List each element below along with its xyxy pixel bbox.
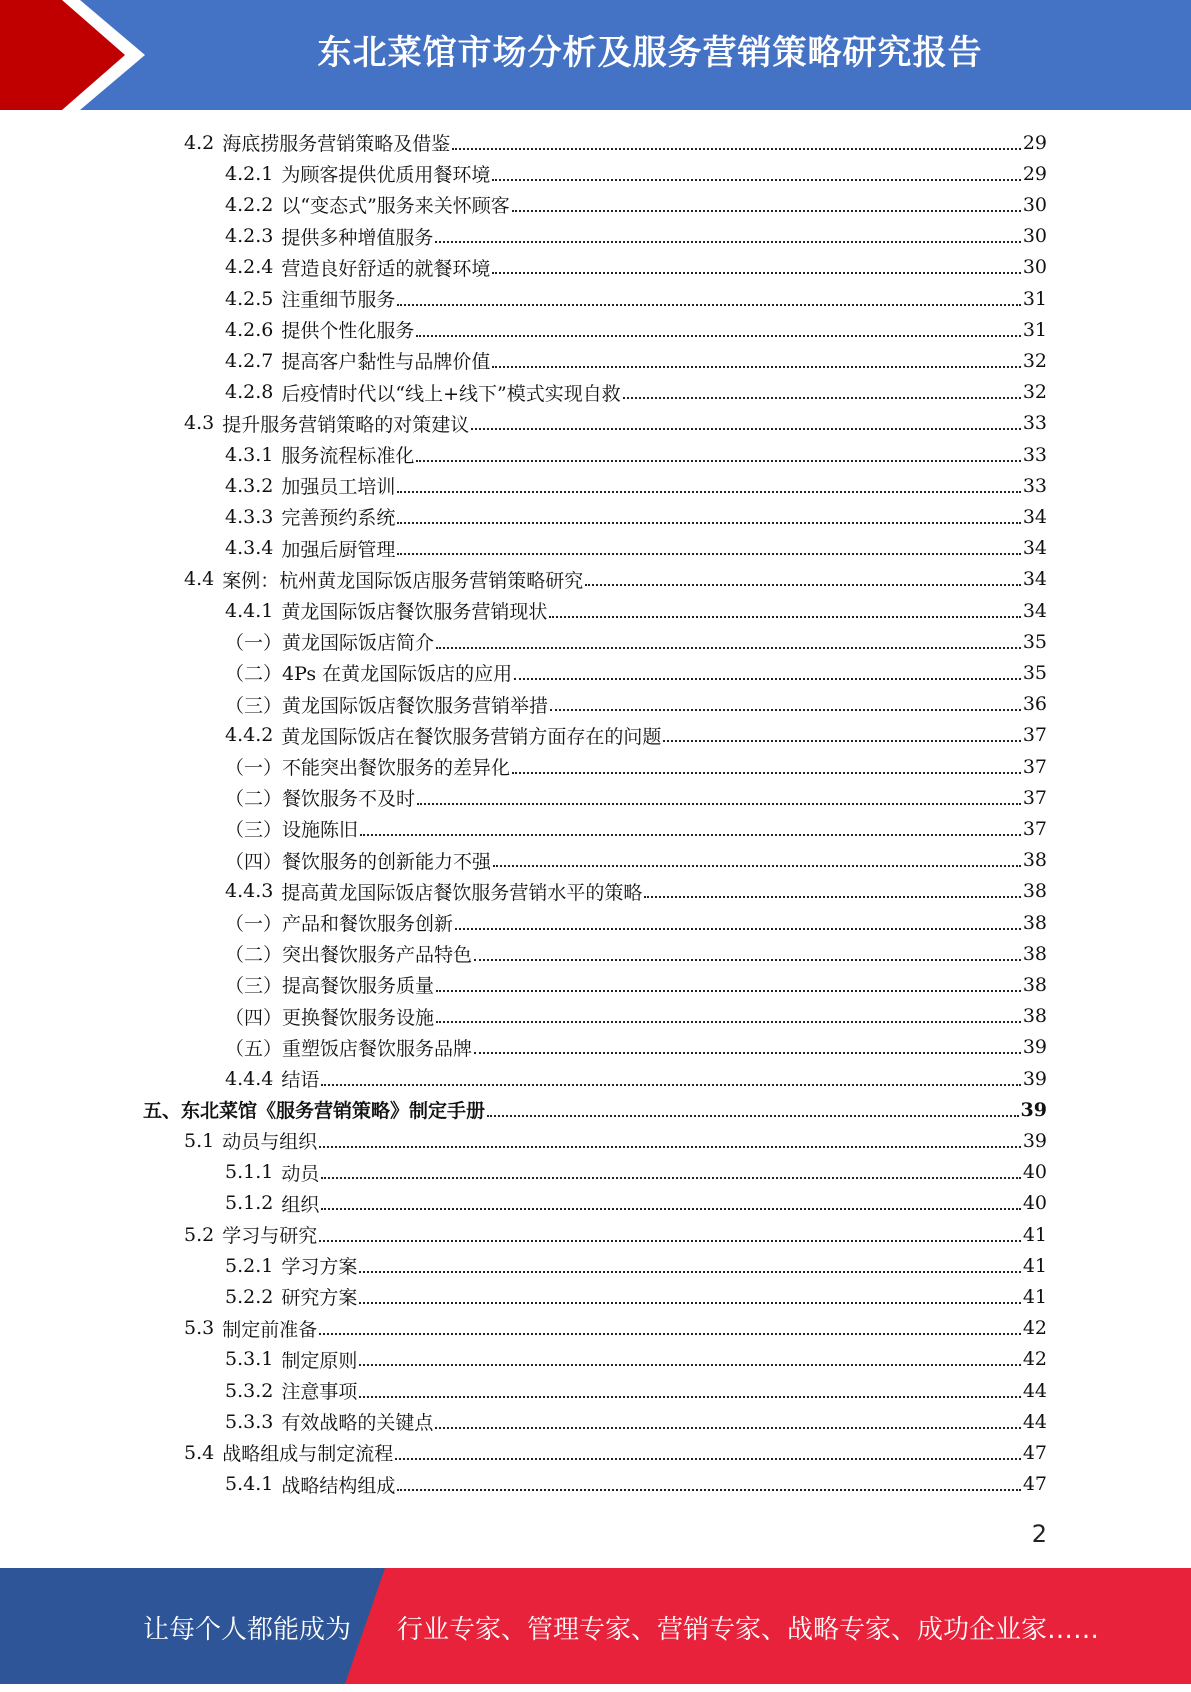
- toc-entry-title: （三）提高餐饮服务质量: [225, 975, 435, 998]
- toc-entry-number: 4.3: [184, 412, 215, 435]
- toc-dot-leader: [452, 148, 1021, 150]
- toc-entry[interactable]: [184, 408, 1047, 439]
- toc-entry[interactable]: [225, 938, 1047, 969]
- toc-entry[interactable]: [184, 1313, 1047, 1344]
- toc-dot-leader: [359, 1271, 1020, 1273]
- toc-entry-page: 38: [1022, 942, 1047, 965]
- toc-dot-leader: [623, 397, 1021, 399]
- toc-dot-leader: [417, 803, 1021, 805]
- toc-dot-leader: [397, 553, 1020, 555]
- toc-entry-page: 40: [1022, 1161, 1047, 1184]
- toc-entry-number: 4.2.2: [225, 193, 274, 216]
- toc-entry-page: 47: [1022, 1473, 1047, 1496]
- toc-entry-page: 37: [1022, 786, 1047, 809]
- toc-dot-leader: [321, 1208, 1020, 1210]
- toc-entry-title: 学习与研究: [222, 1225, 318, 1247]
- toc-entry[interactable]: [225, 1375, 1047, 1406]
- toc-entry-page: 39: [1022, 1036, 1047, 1059]
- toc-entry-page: 33: [1022, 412, 1047, 435]
- toc-dot-leader: [436, 1021, 1021, 1023]
- toc-entry-title: 提供多种增值服务: [281, 226, 434, 249]
- toc-entry-number: 4.4: [184, 568, 215, 591]
- toc-dot-leader: [321, 1084, 1020, 1086]
- toc-entry[interactable]: [184, 1125, 1047, 1156]
- toc-entry-page: 36: [1022, 693, 1047, 716]
- toc-entry[interactable]: [225, 1344, 1047, 1375]
- toc-entry-number: 5.2.2: [225, 1285, 274, 1308]
- toc-entry-number: 5.1: [184, 1129, 215, 1152]
- toc-entry-number: 5.3: [184, 1317, 215, 1340]
- toc-entry-title: 战略结构组成: [281, 1474, 396, 1497]
- toc-dot-leader: [663, 740, 1020, 742]
- toc-entry-number: 4.3.1: [225, 443, 274, 466]
- toc-dot-leader: [397, 1489, 1020, 1491]
- toc-entry-title: 服务流程标准化: [281, 445, 415, 467]
- toc-entry[interactable]: [225, 501, 1047, 532]
- toc-entry[interactable]: [225, 845, 1047, 876]
- toc-entry-page: 40: [1022, 1192, 1047, 1215]
- toc-entry-title: （五）重塑饭店餐饮服务品牌: [225, 1037, 473, 1060]
- toc-entry-page: 31: [1022, 318, 1047, 341]
- toc-dot-leader: [644, 896, 1020, 898]
- toc-entry[interactable]: [225, 439, 1047, 470]
- toc-entry[interactable]: [225, 1406, 1047, 1437]
- toc-entry-page: 38: [1022, 973, 1047, 996]
- footer-slogan: 让每个人都能成为: [143, 1615, 352, 1645]
- toc-entry-title: 动员: [281, 1162, 320, 1185]
- toc-entry-page: 38: [1022, 880, 1047, 903]
- toc-entry[interactable]: [143, 1094, 1047, 1125]
- toc-entry-number: 4.2.6: [225, 318, 274, 341]
- toc-dot-leader: [455, 928, 1021, 930]
- toc-entry-page: 34: [1022, 599, 1047, 622]
- toc-entry[interactable]: [225, 1188, 1047, 1219]
- footer-tagline: 行业专家、管理专家、营销专家、战略专家、成功企业家……: [397, 1615, 1100, 1645]
- toc-entry-page: 35: [1022, 630, 1047, 653]
- toc-entry[interactable]: [225, 813, 1047, 844]
- toc-entry-page: 38: [1022, 849, 1047, 872]
- toc-entry-number: 4.4.1: [225, 599, 274, 622]
- toc-entry[interactable]: [225, 595, 1047, 626]
- toc-entry-number: 4.2: [184, 131, 215, 154]
- header-bar: [0, 0, 1191, 110]
- toc-entry[interactable]: [184, 1219, 1047, 1250]
- toc-entry-page: 32: [1022, 381, 1047, 404]
- toc-entry-title: 研究方案: [281, 1287, 358, 1310]
- toc-entry-page: 41: [1022, 1254, 1047, 1277]
- toc-entry[interactable]: [225, 1001, 1047, 1032]
- toc-dot-leader: [471, 428, 1021, 430]
- toc-entry-number: 4.2.7: [225, 349, 274, 372]
- toc-entry-page: 44: [1022, 1379, 1047, 1402]
- toc-dot-leader: [319, 1333, 1021, 1335]
- toc-entry-page: 42: [1022, 1317, 1047, 1340]
- toc-entry[interactable]: [184, 127, 1047, 158]
- toc-entry-title: 注重细节服务: [281, 289, 396, 311]
- toc-entry[interactable]: [225, 158, 1047, 189]
- toc-entry-title: 制定前准备: [222, 1318, 318, 1341]
- toc-entry-number: 4.3.2: [225, 474, 274, 497]
- toc-entry-title: （三）设施陈旧: [225, 819, 359, 842]
- toc-entry[interactable]: [225, 1250, 1047, 1281]
- toc-entry-number: 5.4: [184, 1441, 215, 1464]
- toc-dot-leader: [512, 772, 1021, 774]
- toc-dot-leader: [550, 709, 1021, 711]
- toc-entry-page: 39: [1020, 1098, 1047, 1121]
- toc-entry-title: 营造良好舒适的就餐环境: [281, 257, 491, 280]
- toc-entry-title: 结语: [281, 1069, 320, 1091]
- toc-entry-page: 47: [1022, 1441, 1047, 1464]
- toc-dot-leader: [360, 834, 1021, 836]
- toc-entry-page: 30: [1022, 193, 1047, 216]
- toc-entry-title: 提供个性化服务: [281, 320, 415, 343]
- toc-dot-leader: [492, 366, 1020, 368]
- page-number: 2: [1031, 1520, 1047, 1548]
- toc-entry[interactable]: [225, 1469, 1047, 1500]
- toc-entry-page: 35: [1022, 661, 1047, 684]
- toc-entry-page: 37: [1022, 724, 1047, 747]
- toc-dot-leader: [474, 1052, 1021, 1054]
- toc-entry[interactable]: [225, 345, 1047, 376]
- toc-entry-title: 有效战略的关键点: [281, 1412, 434, 1435]
- toc-entry[interactable]: [184, 1437, 1047, 1468]
- toc-entry-title: 加强后厨管理: [281, 538, 396, 561]
- toc-entry-number: 5.2: [184, 1223, 215, 1246]
- toc-entry-number: 4.2.8: [225, 381, 274, 404]
- toc-entry[interactable]: [225, 1281, 1047, 1312]
- toc-entry-title: 制定原则: [281, 1349, 358, 1372]
- toc-entry[interactable]: [225, 720, 1047, 751]
- toc-dot-leader: [474, 959, 1021, 961]
- toc-dot-leader: [492, 179, 1020, 181]
- toc-dot-leader: [512, 210, 1021, 212]
- toc-dot-leader: [319, 1146, 1021, 1148]
- toc-dot-leader: [487, 1115, 1019, 1117]
- toc-dot-leader: [435, 241, 1020, 243]
- toc-entry-number: 5.1.2: [225, 1192, 274, 1215]
- toc-dot-leader: [395, 1458, 1021, 1460]
- toc-entry-title: （二）餐饮服务不及时: [225, 788, 416, 811]
- toc-entry[interactable]: [225, 377, 1047, 408]
- toc-entry-title: 为顾客提供优质用餐环境: [281, 164, 491, 187]
- toc-entry[interactable]: [225, 626, 1047, 657]
- toc-entry-title: （四）更换餐饮服务设施: [225, 1006, 435, 1029]
- toc-entry-title: 提升服务营销策略的对策建议: [222, 413, 470, 436]
- toc-entry[interactable]: [225, 283, 1047, 314]
- toc-entry-title: 五、东北菜馆《服务营销策略》制定手册: [143, 1100, 486, 1123]
- toc-entry-title: 以“变态式”服务来关怀顾客: [281, 195, 510, 218]
- toc-entry-number: 5.3.2: [225, 1379, 274, 1402]
- toc-dot-leader: [435, 1427, 1020, 1429]
- toc-entry-page: 33: [1022, 443, 1047, 466]
- toc-entry-page: 39: [1022, 1067, 1047, 1090]
- toc-dot-leader: [359, 1396, 1020, 1398]
- toc-entry-page: 42: [1022, 1348, 1047, 1371]
- toc-dot-leader: [436, 990, 1021, 992]
- toc-entry-number: 4.2.4: [225, 256, 274, 279]
- toc-entry-title: 组织: [281, 1193, 320, 1216]
- toc-entry-page: 31: [1022, 287, 1047, 310]
- document-title: 东北菜馆市场分析及服务营销策略研究报告: [317, 33, 983, 73]
- toc-entry-title: 后疫情时代以“线上+线下”模式实现自救: [281, 382, 621, 405]
- toc-entry-page: 41: [1022, 1285, 1047, 1308]
- toc-entry-title: 黄龙国际饭店餐饮服务营销现状: [281, 601, 548, 623]
- toc-entry-number: 5.2.1: [225, 1254, 274, 1277]
- toc-entry-title: 完善预约系统: [281, 507, 396, 530]
- toc-entry-title: 注意事项: [281, 1381, 358, 1403]
- toc-entry[interactable]: [225, 314, 1047, 345]
- toc-entry-number: 4.3.4: [225, 537, 274, 560]
- toc-entry[interactable]: [225, 1032, 1047, 1063]
- toc-entry-title: 黄龙国际饭店在餐饮服务营销方面存在的问题: [281, 725, 662, 748]
- toc-dot-leader: [492, 272, 1020, 274]
- toc-entry-title: 动员与组织: [222, 1131, 318, 1154]
- toc-entry[interactable]: [225, 876, 1047, 907]
- toc-dot-leader: [359, 1302, 1020, 1304]
- toc-entry-title: （三）黄龙国际饭店餐饮服务营销举措: [225, 694, 549, 717]
- toc-entry[interactable]: [225, 689, 1047, 720]
- toc-entry-page: 41: [1022, 1223, 1047, 1246]
- toc-entry-title: （四）餐饮服务的创新能力不强: [225, 850, 492, 873]
- toc-entry-page: 34: [1022, 568, 1047, 591]
- toc-dot-leader: [397, 491, 1020, 493]
- toc-entry[interactable]: [225, 782, 1047, 813]
- toc-dot-leader: [493, 865, 1021, 867]
- toc-entry-page: 39: [1022, 1129, 1047, 1152]
- toc-entry-page: 38: [1022, 911, 1047, 934]
- toc-dot-leader: [436, 647, 1021, 649]
- toc-dot-leader: [585, 584, 1021, 586]
- toc-entry-page: 33: [1022, 474, 1047, 497]
- toc-entry-number: 4.2.1: [225, 162, 274, 185]
- toc-entry-number: 4.2.5: [225, 287, 274, 310]
- toc-entry-page: 38: [1022, 1005, 1047, 1028]
- toc-entry-page: 44: [1022, 1410, 1047, 1433]
- toc-entry[interactable]: [225, 751, 1047, 782]
- toc-entry-number: 5.4.1: [225, 1473, 274, 1496]
- toc-entry-title: （一）不能突出餐饮服务的差异化: [225, 757, 511, 779]
- toc-entry-page: 34: [1022, 537, 1047, 560]
- toc-entry-title: 学习方案: [281, 1256, 358, 1279]
- toc-entry-title: 战略组成与制定流程: [222, 1443, 394, 1466]
- toc-dot-leader: [416, 460, 1020, 462]
- toc-entry-title: 海底捞服务营销策略及借鉴: [222, 133, 451, 155]
- toc-entry[interactable]: [225, 189, 1047, 220]
- toc-dot-leader: [514, 678, 1021, 680]
- toc-dot-leader: [397, 522, 1020, 524]
- toc-entry-number: 4.3.3: [225, 505, 274, 528]
- toc-entry-title: 提高客户黏性与品牌价值: [281, 351, 491, 374]
- header-arrow-graphic: [0, 0, 160, 110]
- toc-entry-page: 29: [1022, 131, 1047, 154]
- toc-entry-number: 5.3.3: [225, 1410, 274, 1433]
- footer-banner: [0, 1568, 1191, 1684]
- toc-entry-number: 5.3.1: [225, 1348, 274, 1371]
- toc-entry-page: 29: [1022, 162, 1047, 185]
- toc-entry[interactable]: [225, 1157, 1047, 1188]
- toc-entry-page: 34: [1022, 505, 1047, 528]
- toc-entry-page: 30: [1022, 225, 1047, 248]
- toc-entry-number: 4.2.3: [225, 225, 274, 248]
- toc-entry-page: 30: [1022, 256, 1047, 279]
- toc-dot-leader: [397, 304, 1020, 306]
- toc-entry-title: （一）黄龙国际饭店简介: [225, 632, 435, 655]
- toc-entry[interactable]: [225, 533, 1047, 564]
- toc-entry-page: 37: [1022, 817, 1047, 840]
- toc-dot-leader: [359, 1364, 1020, 1366]
- toc-entry-title: （二）4Ps 在黄龙国际饭店的应用: [225, 663, 513, 686]
- toc-entry[interactable]: [225, 969, 1047, 1000]
- toc-entry[interactable]: [225, 252, 1047, 283]
- toc-entry[interactable]: [225, 470, 1047, 501]
- toc-dot-leader: [321, 1177, 1020, 1179]
- toc-entry[interactable]: [225, 221, 1047, 252]
- toc-entry[interactable]: [225, 907, 1047, 938]
- toc-entry-title: （二）突出餐饮服务产品特色: [225, 944, 473, 967]
- toc-dot-leader: [319, 1240, 1021, 1242]
- toc-entry-page: 32: [1022, 349, 1047, 372]
- toc-entry-page: 37: [1022, 755, 1047, 778]
- toc-entry-title: 提高黄龙国际饭店餐饮服务营销水平的策略: [281, 881, 643, 904]
- toc-entry-number: 4.4.3: [225, 880, 274, 903]
- toc-entry-title: 加强员工培训: [281, 476, 396, 499]
- toc-dot-leader: [416, 335, 1020, 337]
- toc-entry-number: 4.4.4: [225, 1067, 274, 1090]
- toc-entry-title: 案例：杭州黄龙国际饭店服务营销策略研究: [222, 569, 584, 592]
- toc-entry[interactable]: [184, 564, 1047, 595]
- toc-dot-leader: [549, 616, 1020, 618]
- toc-entry[interactable]: [225, 657, 1047, 688]
- toc-entry-number: 4.4.2: [225, 724, 274, 747]
- toc-entry-number: 5.1.1: [225, 1161, 274, 1184]
- toc-entry-title: （一）产品和餐饮服务创新: [225, 913, 454, 935]
- toc-entry[interactable]: [225, 1063, 1047, 1094]
